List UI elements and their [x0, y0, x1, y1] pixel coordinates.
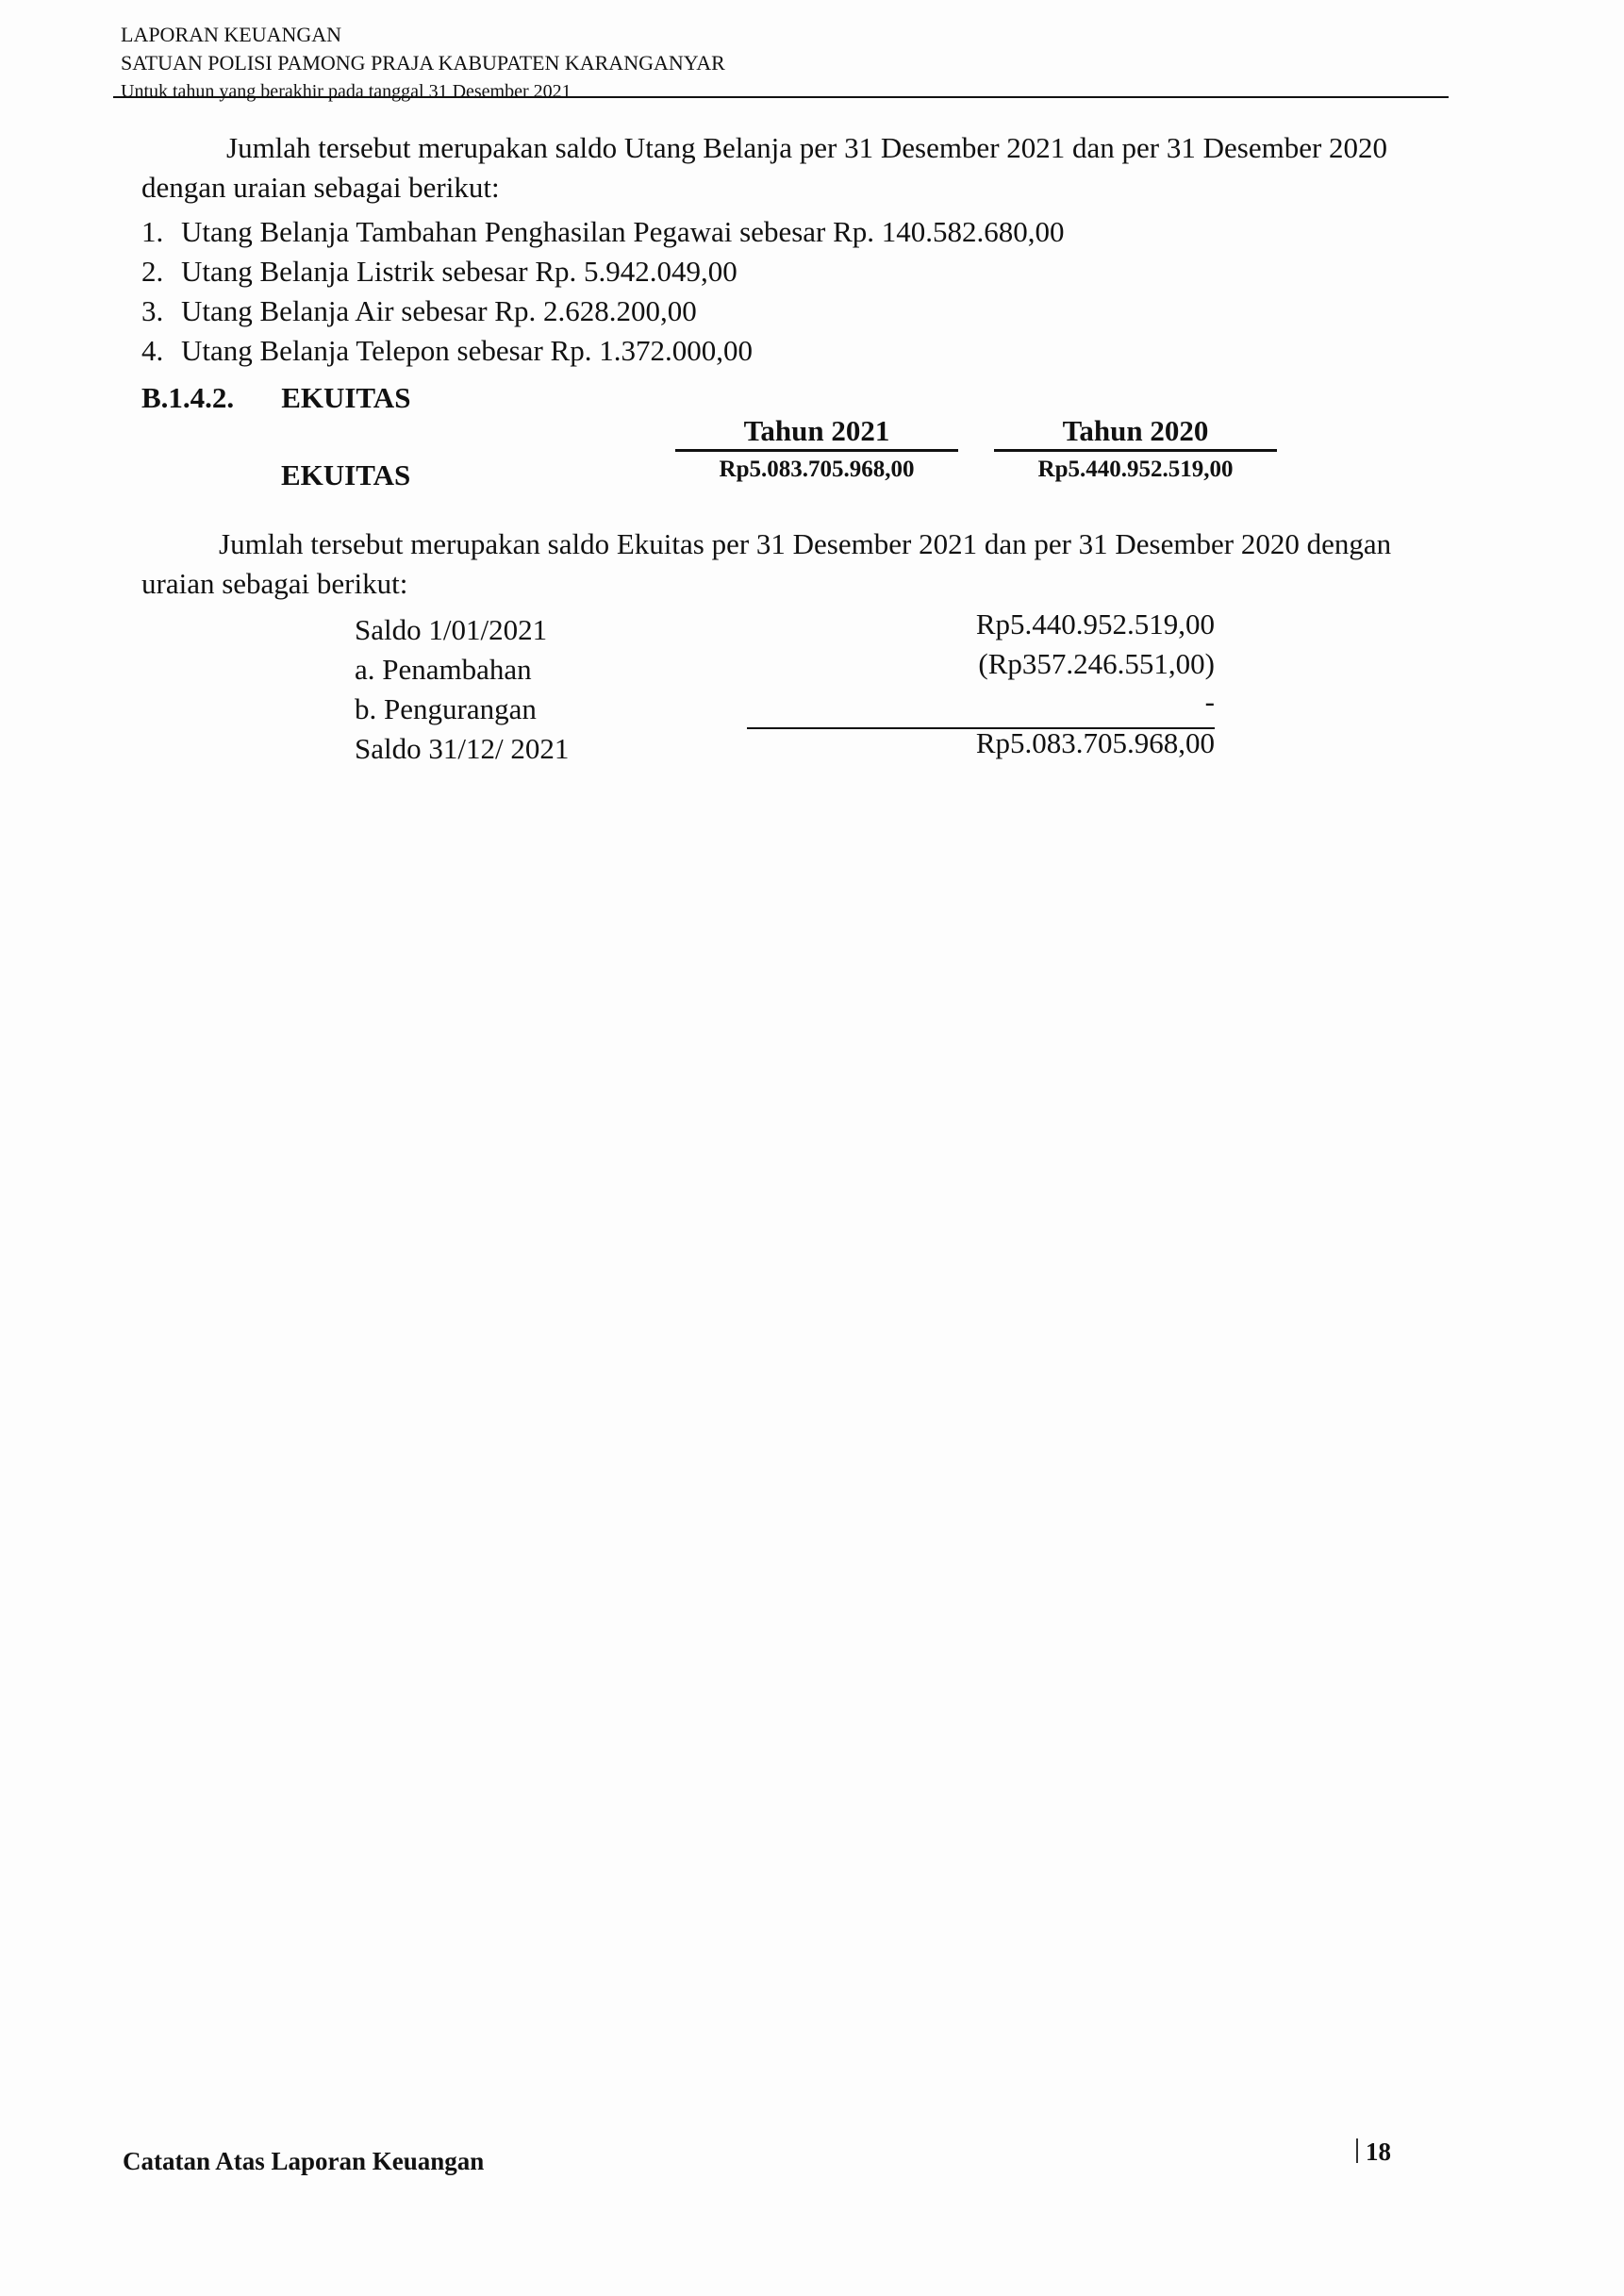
- list-item: [141, 252, 1415, 291]
- utang-intro-text: Jumlah tersebut merupakan saldo Utang Belanja per 31 Desember 2021 dan per 31 Desember 2020 dengan uraian sebagai berikut:: [141, 131, 1388, 204]
- ekuitas-row-label: EKUITAS: [281, 458, 411, 491]
- page-header: [121, 21, 1450, 106]
- footer-title: Catatan Atas Laporan Keuangan: [123, 2147, 485, 2175]
- ekuitas-intro-text: Jumlah tersebut merupakan saldo Ekuitas per 31 Desember 2021 dan per 31 Desember 2020 dengan uraian sebagai berikut:: [141, 527, 1392, 600]
- column-header-2020: Tahun 2020: [994, 413, 1277, 452]
- list-item: [141, 331, 1415, 371]
- section-title: EKUITAS: [281, 381, 411, 414]
- list-item-number: 3.: [141, 294, 164, 327]
- recon-label-addition: a. Penambahan: [355, 653, 532, 686]
- list-item-number: 2.: [141, 255, 164, 288]
- list-item: [141, 212, 1415, 252]
- header-divider: [113, 96, 1449, 98]
- utang-intro-paragraph: [141, 128, 1415, 208]
- section-number: B.1.4.2.: [141, 381, 235, 414]
- recon-value-addition: (Rp357.246.551,00): [978, 647, 1215, 680]
- list-item: [141, 291, 1415, 331]
- recon-label-reduction: b. Pengurangan: [355, 692, 537, 725]
- recon-label-closing: Saldo 31/12/ 2021: [355, 732, 570, 765]
- column-header-2021: Tahun 2021: [675, 413, 958, 452]
- recon-value-opening: Rp5.440.952.519,00: [975, 607, 1215, 641]
- list-item-text: Utang Belanja Telepon sebesar Rp. 1.372.000,00: [181, 334, 753, 367]
- list-item-number: 1.: [141, 215, 164, 248]
- list-item-text: Utang Belanja Tambahan Penghasilan Pegawai sebesar Rp. 140.582.680,00: [181, 215, 1065, 248]
- recon-value-closing: Rp5.083.705.968,00: [975, 726, 1215, 759]
- header-period: Untuk tahun yang berakhir pada tanggal 31 Desember 2021: [121, 81, 572, 102]
- list-item-text: Utang Belanja Air sebesar Rp. 2.628.200,00: [181, 294, 697, 327]
- page-number-text: 18: [1366, 2138, 1391, 2166]
- page-number-divider: [1356, 2138, 1358, 2163]
- header-report-title: LAPORAN KEUANGAN: [121, 23, 342, 46]
- page-number: [1356, 2138, 1391, 2167]
- section-heading: [141, 381, 410, 415]
- recon-label-opening: Saldo 1/01/2021: [355, 613, 548, 646]
- ekuitas-intro-paragraph: [141, 524, 1415, 604]
- ekuitas-value-2021: Rp5.083.705.968,00: [719, 457, 915, 482]
- ekuitas-value-2020: Rp5.440.952.519,00: [1037, 457, 1234, 482]
- utang-list: [141, 212, 1415, 371]
- list-item-number: 4.: [141, 334, 164, 367]
- header-agency-name: SATUAN POLISI PAMONG PRAJA KABUPATEN KARANGANYAR: [121, 51, 725, 75]
- list-item-text: Utang Belanja Listrik sebesar Rp. 5.942.049,00: [181, 255, 737, 288]
- recon-value-reduction: -: [1204, 685, 1215, 718]
